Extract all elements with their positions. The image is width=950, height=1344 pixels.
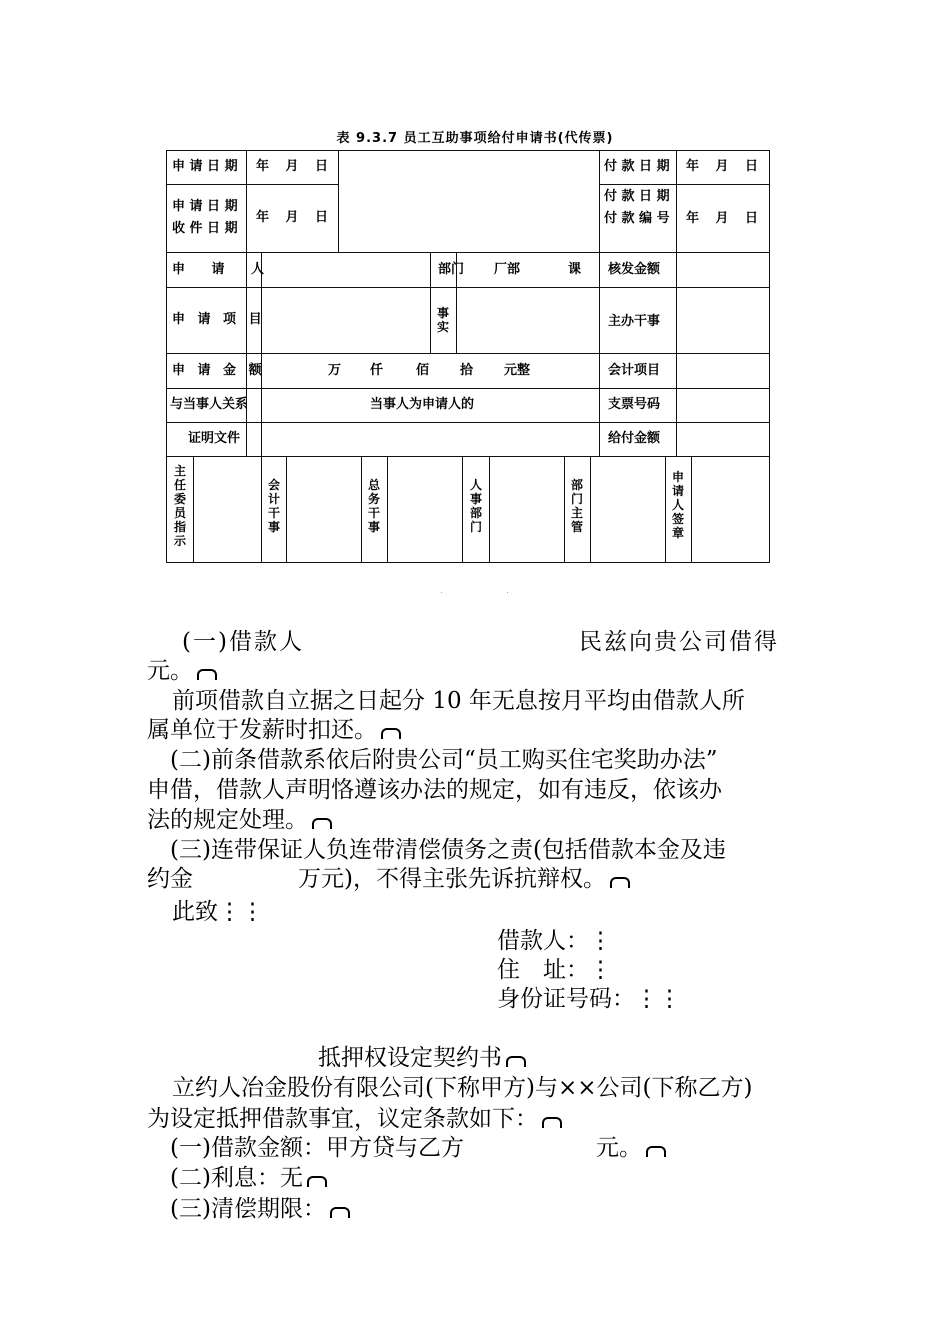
- mortgage-p3: (二)利息：无: [170, 1163, 327, 1193]
- applicant-label: 申 请 人: [172, 262, 265, 277]
- sign-hr: 人事部门: [469, 478, 482, 534]
- apply-date-label-2: 申 请 日 期: [172, 199, 238, 214]
- scan-specks: ˙ ˙: [440, 592, 540, 600]
- sign-director: 主任委员指示: [173, 464, 186, 548]
- sign-applicant: 申请人签章: [671, 470, 684, 540]
- table-title: 表 9.3.7 员工互助事项给付申请书(代传票): [336, 131, 614, 146]
- amount-unit-shi: 拾: [460, 363, 474, 378]
- loan-p3-a: (二)前条借款系依后附贵公司“员工购买住宅奖助办法”: [170, 747, 718, 773]
- amount-unit-qian: 仟: [370, 363, 384, 378]
- application-form-table: [166, 150, 770, 563]
- apply-date-label: 申 请 日 期: [172, 159, 238, 174]
- approved-amount-label: 核发金额: [608, 262, 661, 277]
- cheque-no-label: 支票号码: [608, 397, 661, 412]
- loan-p1-c: 元。: [147, 656, 217, 686]
- paragraph-mark-icon: [197, 669, 217, 680]
- sign-dept-head: 部门主管: [570, 478, 583, 534]
- paragraph-mark-icon: [646, 1146, 666, 1157]
- relation-label: 与当事人关系: [170, 397, 249, 412]
- id-number-line: 身份证号码：⋮⋮: [497, 986, 681, 1012]
- loan-p3-c: 法的规定处理。: [147, 805, 332, 835]
- mortgage-title: 抵押权设定契约书: [318, 1043, 526, 1073]
- loan-p2-b: 属单位于发薪时扣还。: [147, 715, 401, 745]
- receive-date-value: 年 月 日: [256, 210, 329, 225]
- mortgage-p2-b: 元。: [596, 1133, 666, 1163]
- pay-no-date-value: 年 月 日: [686, 211, 759, 226]
- apply-date-value: 年 月 日: [256, 159, 329, 174]
- loan-p3-b: 申借，借款人声明恪遵该办法的规定，如有违反，依该办: [147, 777, 722, 803]
- loan-p4-c: 万元)，不得主张先诉抗辩权。: [298, 864, 630, 894]
- mortgage-p1-b: 为设定抵押借款事宜，议定条款如下：: [147, 1104, 562, 1134]
- item-label: 申 请 项 目: [172, 312, 262, 327]
- loan-p1-a: (一)借款人: [182, 629, 304, 655]
- pay-date-value: 年 月 日: [686, 159, 759, 174]
- dept-label: 部门: [438, 262, 465, 277]
- mortgage-p4: (三)清偿期限：: [170, 1194, 350, 1224]
- amount-unit-wan: 万: [328, 363, 342, 378]
- mortgage-p2-a: (一)借款金额：甲方贷与乙方: [170, 1135, 464, 1161]
- amount-unit-bai: 佰: [416, 363, 430, 378]
- loan-p4-b: 约金: [147, 866, 193, 892]
- loan-p2-a: 前项借款自立据之日起分 10 年无息按月平均由借款人所: [172, 688, 745, 714]
- pay-no-label: 付 款 编 号: [604, 211, 670, 226]
- accounting-item-label: 会计项目: [608, 363, 661, 378]
- mortgage-p1-a: 立约人冶金股份有限公司(下称甲方)与××公司(下称乙方): [172, 1075, 753, 1101]
- amount-label: 申 请 金 额: [172, 363, 262, 378]
- fact-label: 事实: [436, 306, 449, 334]
- amount-unit-yuan: 元整: [504, 363, 531, 378]
- section-label: 课: [568, 262, 582, 277]
- loan-p1-b: 民兹向贵公司借得: [579, 629, 779, 655]
- proof-label: 证明文件: [188, 431, 241, 446]
- sign-accounting: 会计干事: [267, 478, 280, 534]
- paragraph-mark-icon: [542, 1117, 562, 1128]
- paid-amount-label: 给付金额: [608, 431, 661, 446]
- loan-p4-a: (三)连带保证人负连带清偿债务之责(包括借款本金及违: [170, 837, 726, 863]
- relation-value: 当事人为申请人的: [370, 397, 475, 412]
- borrower-line: 借款人：⋮: [497, 928, 612, 954]
- sign-general-affairs: 总务干事: [367, 478, 380, 534]
- officer-label: 主办干事: [608, 314, 661, 329]
- pay-date-label: 付 款 日 期: [604, 159, 670, 174]
- paragraph-mark-icon: [610, 877, 630, 888]
- factory-dept: 厂部: [494, 262, 521, 277]
- paragraph-mark-icon: [330, 1207, 350, 1218]
- paragraph-mark-icon: [307, 1176, 327, 1187]
- pay-date-label-2: 付 款 日 期: [604, 189, 670, 204]
- paragraph-mark-icon: [506, 1056, 526, 1067]
- paragraph-mark-icon: [312, 818, 332, 829]
- address-line: 住 址：⋮: [497, 957, 612, 983]
- paragraph-mark-icon: [381, 728, 401, 739]
- receive-date-label: 收 件 日 期: [172, 221, 238, 236]
- loan-salutation: 此致⋮⋮: [172, 899, 264, 925]
